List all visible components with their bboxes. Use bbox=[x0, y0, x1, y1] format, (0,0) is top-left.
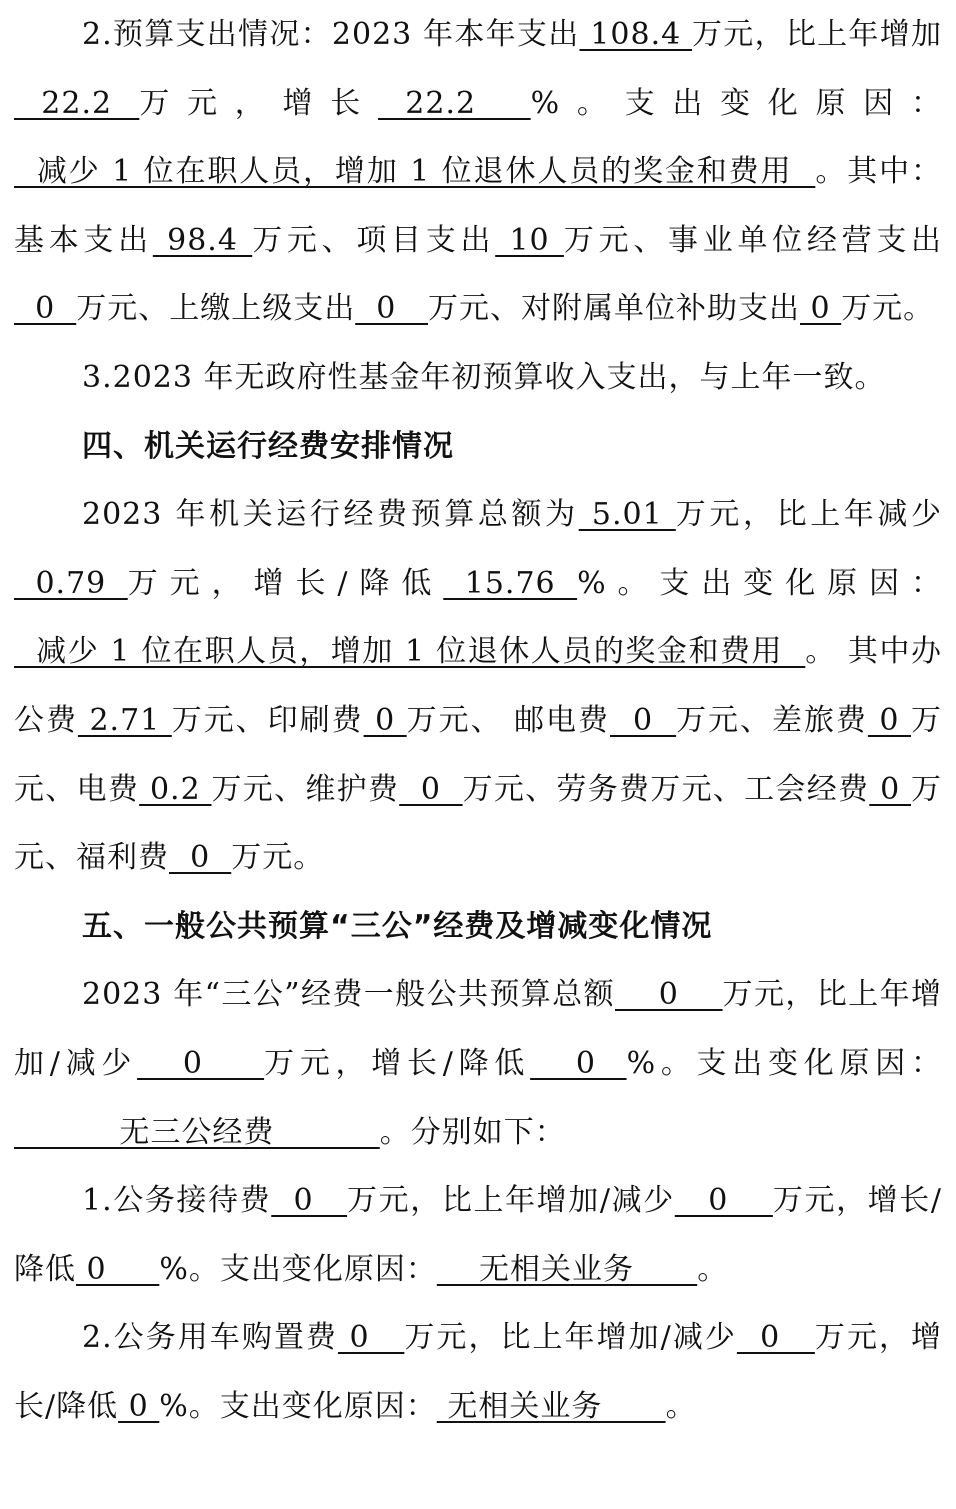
text: 2023 年机关运行经费预算总额为 bbox=[82, 497, 579, 533]
subsidy-value: 0 bbox=[800, 291, 842, 327]
text: 万元、上缴上级支出 bbox=[76, 291, 356, 327]
text: 万元，比上年增加/减少 bbox=[347, 1183, 675, 1219]
rate-value: 0 bbox=[76, 1251, 160, 1287]
section-heading-4: 四、机关运行经费安排情况 bbox=[82, 428, 454, 464]
text: 。 其中办公费 bbox=[14, 634, 942, 738]
welfare-fee-value: 0 bbox=[169, 840, 232, 876]
project-expenditure-value: 10 bbox=[495, 222, 564, 258]
text: 。其中：基本支出 bbox=[14, 154, 943, 258]
text: 2.预算支出情况：2023 年本年支出 bbox=[82, 17, 580, 52]
postal-fee-value: 0 bbox=[609, 702, 677, 738]
text: 2.公务用车购置费 bbox=[82, 1320, 338, 1356]
text: %。支出变化原因： bbox=[530, 85, 942, 121]
change-reason-value: 减少 1 位在职人员，增加 1 位退休人员的奖金和费用 bbox=[14, 634, 806, 670]
text: 万元，比上年增加/减少 bbox=[404, 1320, 737, 1356]
change-reason-value: 无三公经费 bbox=[14, 1114, 380, 1150]
text: 万元，增长 bbox=[139, 85, 379, 121]
text: 万元。 bbox=[231, 840, 325, 876]
text: 万元，比上年增加 bbox=[692, 17, 942, 52]
text: 万元、对附属单位补助支出 bbox=[428, 291, 801, 327]
decline-rate-value: 15.76 bbox=[443, 565, 578, 601]
document-page bbox=[0, 1, 956, 1509]
text: %。支出变化原因： bbox=[626, 1045, 942, 1081]
basic-expenditure-value: 98.4 bbox=[152, 222, 253, 258]
text: 万元，增长/降低 bbox=[14, 1320, 943, 1424]
text: 万元、事业单位经营支出 bbox=[563, 222, 943, 258]
change-reason-value: 无相关业务 bbox=[436, 1388, 666, 1424]
electric-fee-value: 0.2 bbox=[139, 771, 212, 807]
three-public-funds-paragraph bbox=[14, 961, 942, 1167]
text: 1.公务接待费 bbox=[82, 1183, 272, 1219]
text: 。 bbox=[697, 1251, 729, 1287]
operating-total-value: 5.01 bbox=[578, 497, 676, 533]
rate-value: 0 bbox=[530, 1045, 627, 1081]
budget-expenditure-paragraph bbox=[14, 1, 942, 344]
text: 万元、 邮电费 bbox=[406, 702, 610, 738]
upper-payment-value: 0 bbox=[355, 291, 429, 327]
travel-fee-value: 0 bbox=[867, 702, 912, 738]
text: 万元、维护费 bbox=[211, 771, 400, 807]
text: 2023 年“三公”经费一般公共预算总额 bbox=[82, 977, 615, 1013]
change-value: 0 bbox=[674, 1183, 773, 1219]
vehicle-purchase-value: 0 bbox=[337, 1320, 405, 1356]
vehicle-purchase-paragraph bbox=[14, 1304, 942, 1441]
office-fee-value: 2.71 bbox=[77, 702, 172, 738]
increase-value: 22.2 bbox=[14, 85, 140, 121]
printing-fee-value: 0 bbox=[363, 702, 407, 738]
rate-value: 0 bbox=[118, 1388, 160, 1424]
text: 。分别如下： bbox=[379, 1114, 566, 1150]
three-public-total-value: 0 bbox=[614, 977, 723, 1013]
text: 万元，比上年增加/减少 bbox=[14, 977, 942, 1081]
text: 万元，增长/降低 bbox=[14, 1183, 943, 1287]
text: 万元。 bbox=[841, 291, 935, 327]
text: %。支出变化原因： bbox=[159, 1251, 437, 1287]
total-expenditure-value: 108.4 bbox=[579, 17, 693, 52]
change-value: 0 bbox=[137, 1045, 265, 1081]
change-value: 0 bbox=[736, 1320, 815, 1356]
reception-fee-paragraph bbox=[14, 1167, 942, 1304]
operating-expenditure-value: 0 bbox=[14, 291, 77, 327]
growth-rate-value: 22.2 bbox=[378, 85, 531, 121]
text: 万元、福利费 bbox=[14, 771, 943, 876]
maintenance-fee-value: 0 bbox=[399, 771, 463, 807]
text: 万元、劳务费万元、工会经费 bbox=[462, 771, 870, 807]
text: 万元，增长/降低 bbox=[264, 1045, 531, 1081]
text: 万元、项目支出 bbox=[252, 222, 496, 258]
text: 万元、印刷费 bbox=[171, 702, 364, 738]
reception-fee-value: 0 bbox=[271, 1183, 348, 1219]
change-reason-value: 无相关业务 bbox=[436, 1251, 698, 1287]
operating-funds-paragraph bbox=[14, 481, 942, 893]
text: 万元、电费 bbox=[14, 702, 943, 807]
text: %。支出变化原因： bbox=[159, 1388, 437, 1424]
text: 万元、差旅费 bbox=[676, 702, 868, 738]
union-fee-value: 0 bbox=[869, 771, 912, 807]
text: 万元，增长/降低 bbox=[127, 565, 444, 601]
text: %。支出变化原因： bbox=[577, 565, 942, 601]
decrease-value: 0.79 bbox=[14, 565, 128, 601]
section-heading-5: 五、一般公共预算“三公”经费及增减变化情况 bbox=[82, 908, 713, 944]
change-reason-value: 减少 1 位在职人员，增加 1 位退休人员的奖金和费用 bbox=[14, 154, 816, 190]
text: 万元，比上年减少 bbox=[675, 497, 943, 533]
government-fund-paragraph: 3.2023 年无政府性基金年初预算收入支出，与上年一致。 bbox=[82, 359, 886, 395]
text: 。 bbox=[665, 1388, 697, 1424]
